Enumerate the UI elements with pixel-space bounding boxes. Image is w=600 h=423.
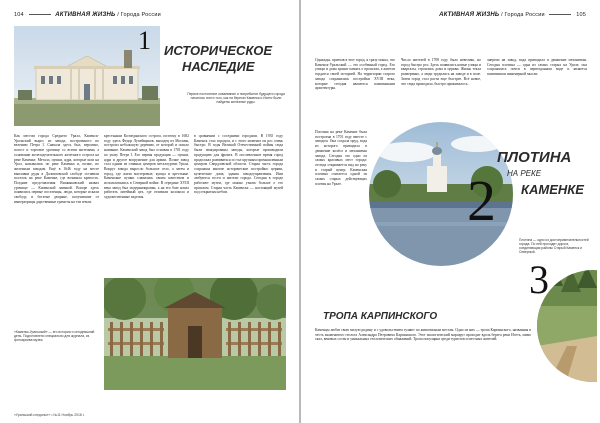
photo-caption: «Каменск-Уральский» — его история и сегодняшний день. Подготовлено специально для журнала, из фотоархива музея. [14,330,95,343]
feature-title-line1: ИСТОРИЧЕСКОЕ [164,43,273,58]
section-name: АКТИВНАЯ ЖИЗНЬ [439,12,500,18]
top-column-3: энергии на завод, вода приводила в движение механизмы. Сегодня плотина — одна из самых старых на Урале, она сохранилась почти в первозданном виде и является памятником инженерной мысли. [487,58,587,77]
page-number: 105 [576,12,586,18]
dam-title-line2: КАМЕНКЕ [521,182,584,197]
dam-title-mid: НА РЕКЕ [507,169,542,178]
left-page-header [14,12,161,18]
trail-title: ТРОПА КАРПИНСКОГО [323,311,438,322]
feature-title-line2: НАСЛЕДИЕ [182,59,255,74]
right-page [301,0,600,423]
article-column-2: крестьянам Колчеданского острога, поэтому в 1682 году здесь Федор Лупейщиков, выходец из Москвы, построил небольшую деревню, от которой и пошло название. Каменский завод был основан в 1701 году по указу Петра I. Его первая продукция — пушки, ядра и другое вооружение для армии. Позже завод стал одним из главных центров металлургии Урала. Вокруг завода выросло большое село, а затем и город, где жили мастеровые, купцы и крестьяне. Каменские пушки славились своим качеством и использовались в Северной войне. В середине XVIII века завод был модернизирован, а на его базе начал работать литейный цех, где отливали колокола и художественные изделия. [104,134,189,200]
article-column-1: Как местом города Среднего Урала, Каменск-Уральский вырос из завода, построенного по велению Петра I. Сначала здесь был, вероятно, погост и торговое урочище со всеми жителями, а основание железоделательного железного острога на реке Каменке. Металл, пушки, ядра, которые шли на Урал, назывались по реке Каменка и, позже, по железным заводам. Ещё в 1646 году на месте выплавки руды в Далматовской слободе оставили поселок на реке Каменке, где возникла крепость. Поздние представления Вишняковский назвал урочище — Каменской заимкой. Вскоре здесь появились первые поселенцы, люди, которые искали свободу, и богатые дворяне, получившие от императрицы дарственные грамоты на эти земли. [14,134,99,204]
section-region: / Города России [501,12,545,18]
page-number: 104 [14,12,24,18]
dam-caption: Плотина — одно из достопримечательностей города. По ней проходит дорога, соединяющая районы Старый Каменск и Северный. [519,238,589,255]
forest-trail-photo [537,266,597,386]
dam-number: 2 [467,168,496,233]
dam-title-line1: ПЛОТИНА [497,149,572,166]
left-page [0,0,299,423]
article-column-3: в сравнении с соседними городами. В 1935 году Каменск стал городом, и с этого момента он рос очень быстро. В годы Великой Отечественной войны сюда были эвакуированы заводы, которые производили продукцию для фронта. В послевоенное время город продолжал развиваться и стал крупным промышленным центром Свердловской области. Старая часть города сохранила многие исторические постройки: церкви, купеческие дома, здания заводоуправления. Ими любуются гости и жители города. Сегодня в городе работают музеи, где можно узнать больше о его прошлом. Старая часть Каменска — настоящий музей под открытым небом. [194,134,283,195]
trail-article-text: Каменцы любят свою малую родину и с удовольствием гуляют по живописным местам. Одно из них — тропа Карпинского, названная в честь знаменитого геолога Александра Петровича Карпинского. Этот экологический маршрут проходит вдоль берега реки Исеть, мимо скал, вековых сосен и уникальных геологических обнажений. Тропа популярна среди туристов и местных жителей. [315,328,531,342]
top-column-1: Однажды, приехав в этот город, я сразу понял, что Каменск-Уральский — это особенный город. Его улицы и дома хранят память о прошлом, а жители гордятся своей историей. На территории старого завода сохранились постройки XVIII века, которые сегодня являются памятниками архитектуры. [315,58,395,91]
section-name: АКТИВНАЯ ЖИЗНЬ [55,12,116,18]
header-rule [549,14,571,15]
trail-number: 3 [529,257,549,302]
dam-article-text: Плотина на реке Каменке была построена в 1701 году вместе с заводом. Она создала пруд, вода из которого приводила в движение колёса и механизмы завода. Сегодня это одно из самых красивых мест города: отсюда открывается вид на реку и старый центр. Каменская плотина считается одной из самых старых действующих плотин на Урале. [315,130,367,186]
wooden-fence-photo [104,278,286,390]
left-page-footer: «Уральский следопыт» • №11 Ноябрь 2018 г. [14,413,85,417]
right-page-header [439,12,586,18]
feature-caption: Первое постоянное осваивание и поприбытие будущего города началось почти того, как на берегах Каменки и Исети были найдены железные руды. [187,92,285,105]
feature-number: 1 [138,26,151,55]
header-rule [29,14,51,15]
section-region: / Города России [117,12,161,18]
top-column-2: Число жителей в 1708 году было невелико, но город быстро рос. Здесь появились новые улицы и кварталы, строились дома и церкви. Жизнь текла размеренно, а люди трудились на заводе и в поле. Затем город стал расти еще быстрее. Всё новое, что сюда приходило, быстро приживалось. [401,58,481,86]
